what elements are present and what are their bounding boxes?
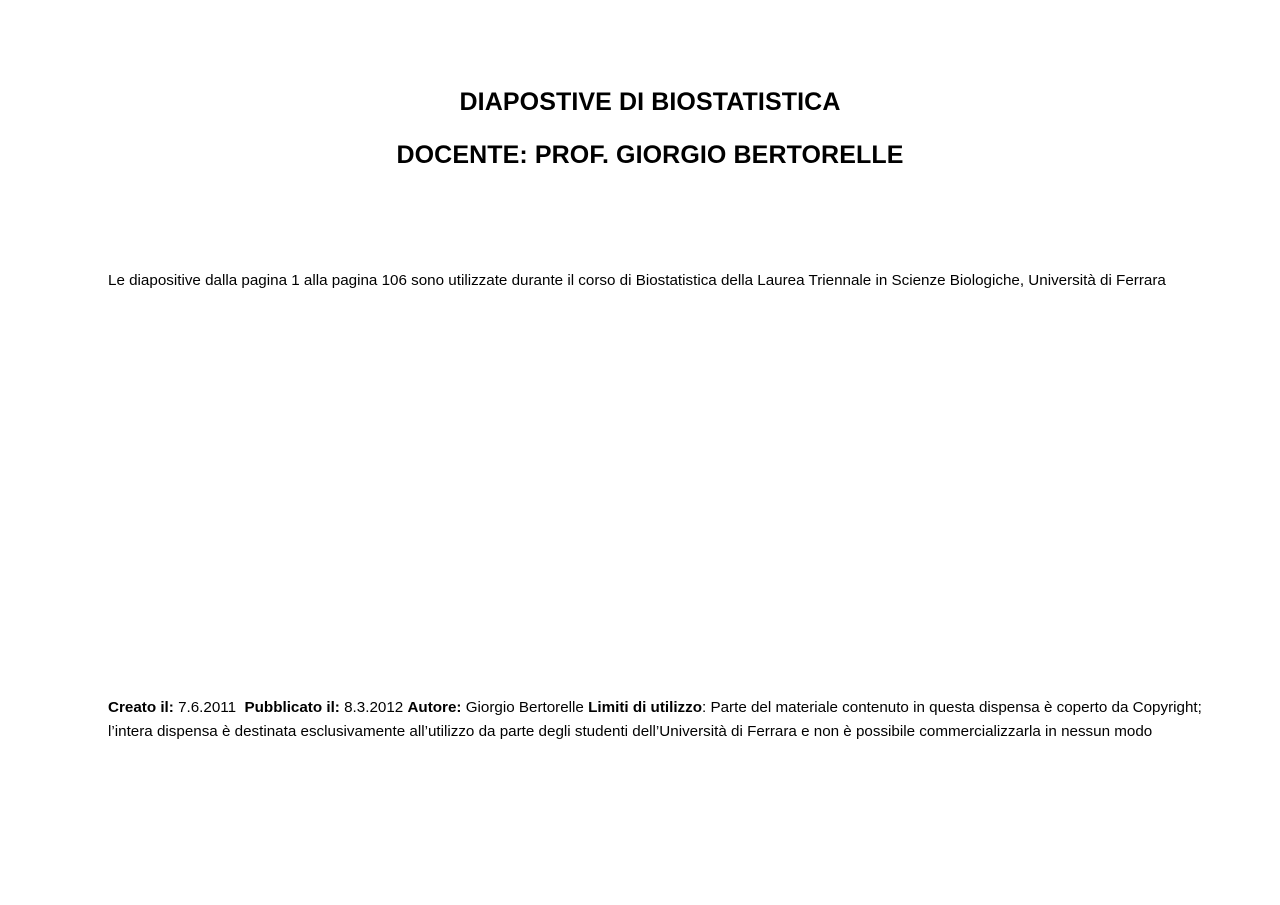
intro-paragraph: Le diapositive dalla pagina 1 alla pagina 106 sono utilizzate durante il corso di Biostatistica della Laurea Triennale in Scienze Biologiche, Università di Ferrara [108,272,1166,289]
document-title: DIAPOSTIVE DI BIOSTATISTICA [459,88,841,116]
limits-label: Limiti di utilizzo [588,699,703,716]
created-label: Creato il: [108,699,174,716]
limits-text: : Parte del materiale contenuto in questa dispensa è coperto da Copyright; l’intera dispensa è destinata esclusivamente all’utilizzo da parte degli studenti dell’Università di Ferrara e non è possibile commercializzarla in nessun modo [108,699,1202,740]
published-value: 8.3.2012 [344,699,404,716]
created-value: 7.6.2011 [178,699,237,716]
author-value: Giorgio Bertorelle [465,699,584,716]
author-label: Autore: [407,699,462,716]
footer-metadata [108,696,1203,743]
document-lecturer: DOCENTE: PROF. GIORGIO BERTORELLE [396,141,904,169]
published-label: Pubblicato il: [244,699,340,716]
